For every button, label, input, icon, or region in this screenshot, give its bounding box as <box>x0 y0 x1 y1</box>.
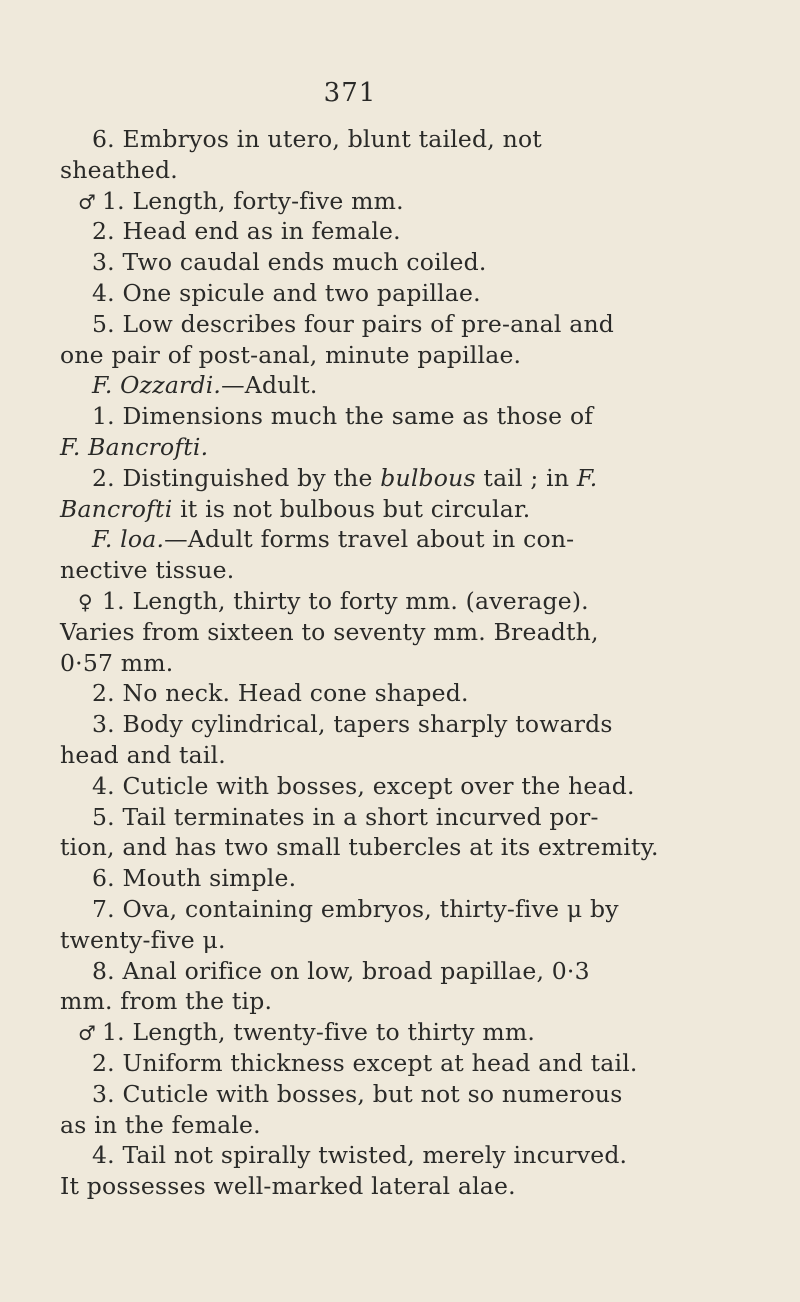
species-name: Bancrofti <box>60 494 173 523</box>
text-line <box>60 432 710 463</box>
text-line: nective tissue. <box>60 556 235 585</box>
text-line: as in the female. <box>60 1110 261 1139</box>
text-line: 2. Head end as in female. <box>92 217 401 246</box>
text-line: 1. Dimensions much the same as those of <box>92 402 594 431</box>
text-span: it is not bulbous but circular. <box>172 494 531 523</box>
text-line: 0·57 mm. <box>60 648 174 677</box>
species-name: F. <box>576 463 598 492</box>
text-line: twenty-five μ. <box>60 925 226 954</box>
text-line: 5. Low describes four pairs of pre-anal and <box>92 309 615 338</box>
text-line: 3. Two caudal ends much coiled. <box>92 248 487 277</box>
text-span: —Adult. <box>221 371 318 400</box>
text-span: 1. Length, thirty to forty mm. (average). <box>102 586 589 615</box>
text-line: 8. Anal orifice on low, broad papillae, 0·3 <box>92 956 590 985</box>
text-line: 6. Mouth simple. <box>92 864 297 893</box>
text-line <box>60 463 710 494</box>
text-span: —Adult forms travel about in con- <box>164 525 575 554</box>
text-line: 2. No neck. Head cone shaped. <box>92 679 469 708</box>
text-line: It possesses well-marked lateral alae. <box>60 1172 516 1201</box>
text-line: 2. Uniform thickness except at head and tail. <box>92 1048 638 1077</box>
text-line: mm. from the tip. <box>60 987 273 1016</box>
species-name: F. Ozzardi. <box>92 371 222 400</box>
text-line <box>60 494 710 525</box>
body-text <box>60 124 710 1202</box>
text-span: tail ; in <box>475 463 577 492</box>
species-name: F. loa. <box>92 525 165 554</box>
text-line <box>60 586 710 617</box>
female-symbol-icon: ♀ <box>78 589 93 614</box>
male-symbol-icon: ♂ <box>78 1021 97 1046</box>
text-line: 7. Ova, containing embryos, thirty-five μ by <box>92 894 619 923</box>
text-line: sheathed. <box>60 155 178 184</box>
emphasis: bulbous <box>380 463 476 492</box>
text-line <box>60 1017 710 1048</box>
text-line: 3. Body cylindrical, tapers sharply towards <box>92 710 613 739</box>
text-line: 6. Embryos in utero, blunt tailed, not <box>92 125 542 153</box>
text-line: head and tail. <box>60 740 226 769</box>
text-line: 3. Cuticle with bosses, but not so numerous <box>92 1079 623 1108</box>
male-symbol-icon: ♂ <box>78 189 97 214</box>
text-line <box>60 524 710 555</box>
text-line: tion, and has two small tubercles at its extremity. <box>60 833 659 862</box>
text-line <box>60 186 710 217</box>
page-number: 371 <box>323 78 377 108</box>
text-line: 4. Tail not spirally twisted, merely incurved. <box>92 1141 628 1170</box>
text-line: 4. Cuticle with bosses, except over the head. <box>92 771 635 800</box>
text-line: 4. One spicule and two papillae. <box>92 278 481 307</box>
text-line: 5. Tail terminates in a short incurved por- <box>92 802 599 831</box>
text-line: one pair of post-anal, minute papillae. <box>60 340 522 369</box>
text-span: 1. Length, forty-five mm. <box>102 186 404 215</box>
text-span: 2. Distinguished by the <box>92 463 381 492</box>
species-name: F. Bancrofti. <box>60 432 209 461</box>
text-line: Varies from sixteen to seventy mm. Breadth, <box>60 617 599 646</box>
text-span: 1. Length, twenty-five to thirty mm. <box>102 1018 536 1047</box>
text-line <box>60 370 710 401</box>
